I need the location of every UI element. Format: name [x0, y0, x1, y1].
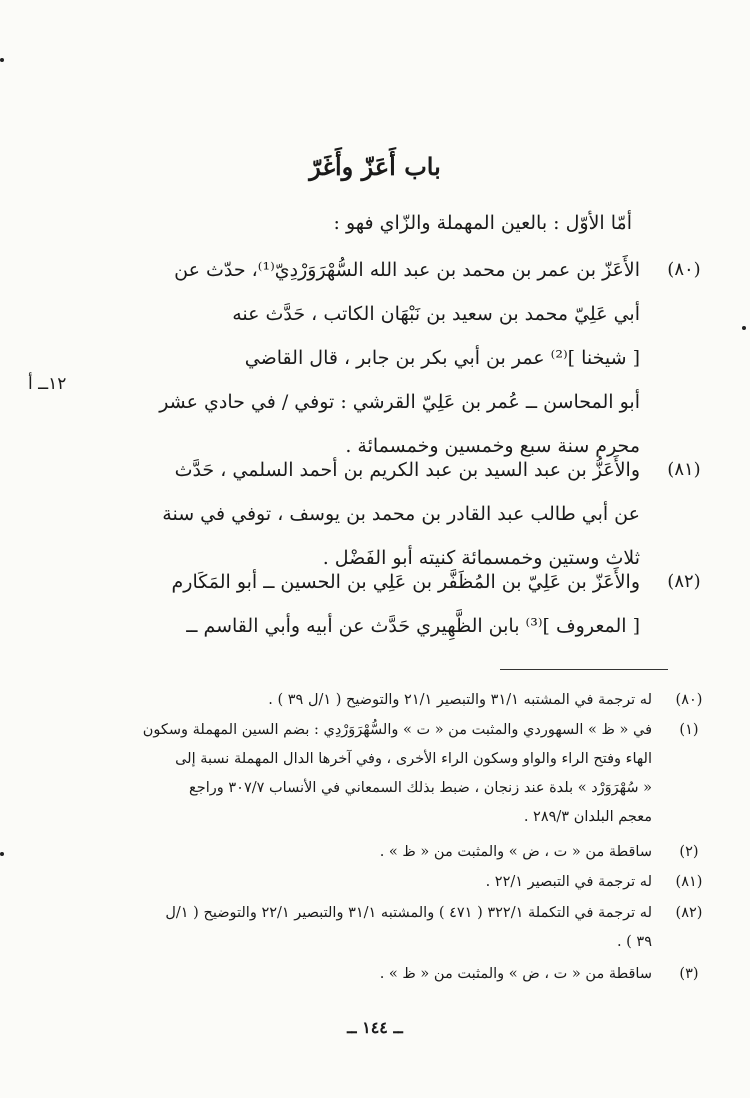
text-line: عن أبي طالب عبد القادر بن محمد بن يوسف ، توفي في سنة — [162, 503, 640, 525]
scan-mark — [0, 852, 4, 856]
footnote-line: في « ظ » السهوردي والمثبت من « ت » والسُّهْرَوَرْدِي : بضم السين المهملة وسكون — [142, 722, 652, 738]
page-number: ــ ١٤٤ ــ — [347, 1018, 403, 1037]
manuscript-folio-ref: ١٢ــ أ — [28, 374, 67, 394]
footnote-text — [52, 868, 652, 897]
scan-mark — [0, 58, 4, 62]
footnote-line: « سُهْرَوَرْد » بلدة عند زنجان ، ضبط بذلك السمعاني في الأنساب ٣٠٧/٧ وراجع — [189, 780, 652, 796]
footnote-number: (١) — [679, 722, 699, 738]
text-line: أبو المحاسن ــ عُمر بن عَلِيّ القرشي : توفي / في حادي عشر — [159, 391, 640, 413]
text-line: ثلاث وستين وخمسمائة كنيته أبو الفَضْل . — [322, 547, 640, 569]
text-line: والأَعَزّ بن عَلِيّ بن المُظَفَّر بن عَلِي بن الحسين ــ أبو المَكَارم — [171, 571, 640, 593]
text-line: الأَعَزّ بن عمر بن محمد بن عبد الله السُّهْرَوَرْدِيّ⁽¹⁾، حدّث عن — [174, 259, 640, 281]
entry-number: (٨١) — [667, 459, 701, 480]
chapter-title: باب أَعَزّ وأَغَرّ — [309, 152, 441, 181]
footnote-text — [52, 716, 652, 832]
footnote-separator — [500, 669, 668, 670]
footnote-number: (٨٢) — [675, 905, 703, 921]
footnote-number: (٢) — [679, 844, 699, 860]
text-line: [ المعروف ]⁽³⁾ بابن الظَّهِيري حَدَّث عن أبيه وأبي القاسم ــ — [186, 615, 640, 637]
footnote-number: (٨٠) — [675, 692, 703, 708]
footnote-line: له ترجمة في المشتبه ٣١/١ والتبصير ٢١/١ والتوضيح ( ١/ل ٣٩ ) . — [268, 692, 652, 708]
footnote-text — [52, 960, 652, 989]
scan-mark — [742, 326, 746, 330]
footnote-number: (٨١) — [675, 874, 703, 890]
text-line: محرم سنة سبع وخمسين وخمسمائة . — [345, 435, 640, 457]
footnote-line: معجم البلدان ٢٨٩/٣ . — [523, 809, 652, 825]
footnote-line: ساقطة من « ت ، ض » والمثبت من « ظ » . — [379, 966, 652, 982]
footnote-text — [52, 686, 652, 715]
footnote-line: ساقطة من « ت ، ض » والمثبت من « ظ » . — [379, 844, 652, 860]
footnote-number: (٣) — [679, 966, 699, 982]
entry-number: (٨٠) — [667, 259, 701, 280]
text-line: أبي عَلِيّ محمد بن سعيد بن نَبْهَان الكاتب ، حَدَّث عنه — [232, 303, 640, 325]
footnote-text — [52, 838, 652, 867]
footnote-line: الهاء وفتح الراء والواو وسكون الراء الأخرى ، وفي آخرها الدال المهملة نسبة إلى — [175, 751, 652, 767]
entry-text — [110, 560, 640, 648]
footnote-line: ٣٩ ) . — [616, 934, 652, 950]
footnote-line: له ترجمة في التبصير ٢٢/١ . — [485, 874, 652, 890]
footnote-text — [52, 899, 652, 957]
entry-number: (٨٢) — [667, 571, 701, 592]
footnote-line: له ترجمة في التكملة ٣٢٢/١ ( ٤٧١ ) والمشتبه ٣١/١ والتبصير ٢٢/١ والتوضيح ( ١/ل — [165, 905, 652, 921]
entry-text — [110, 248, 640, 468]
text-line: والأَعَزُّ بن عبد السيد بن عبد الكريم بن أحمد السلمي ، حَدَّث — [174, 459, 640, 481]
text-line: [ شيخنا ]⁽²⁾ عمر بن أبي بكر بن جابر ، قال القاضي — [244, 347, 640, 369]
intro-line: أمّا الأوّل : بالعين المهملة والزّاي فهو : — [333, 212, 632, 234]
